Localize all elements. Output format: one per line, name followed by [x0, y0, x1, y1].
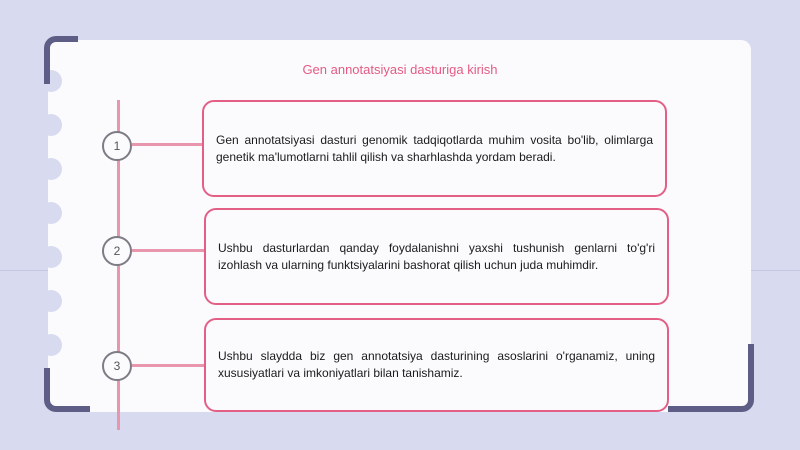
slide-title: Gen annotatsiyasi dasturiga kirish — [302, 62, 498, 77]
timeline-marker-2: 2 — [102, 236, 132, 266]
timeline-card-1 — [202, 100, 667, 197]
frame-corner-bottom-right — [668, 344, 754, 412]
timeline-card-text: Ushbu dasturlardan qanday foydalanishni yaxshi tushunish genlarni to'g'ri izohlash va ularning funktsiyalarini bashorat qilish uchun juda muhimdir. — [218, 240, 655, 272]
timeline-marker-3: 3 — [102, 351, 132, 381]
timeline-connector-2 — [132, 249, 204, 252]
timeline-connector-1 — [132, 143, 202, 146]
timeline-card-2 — [204, 208, 669, 305]
timeline-card-text: Ushbu slaydda biz gen annotatsiya dasturining asoslarini o'rganamiz, uning xususiyatlari va imkoniyatlari bilan tanishamiz. — [218, 349, 655, 380]
frame-corner-bottom-left — [44, 368, 90, 412]
timeline-card-text: Gen annotatsiyasi dasturi genomik tadqiqotlarda muhim vosita bo'lib, olimlarga genetik ma'lumotlarni tahlil qilish va sharhlashda yordam beradi. — [216, 132, 653, 164]
timeline-card-3 — [204, 318, 669, 412]
timeline-marker-1: 1 — [102, 131, 132, 161]
notebook-spiral — [40, 70, 64, 370]
timeline-connector-3 — [132, 364, 204, 367]
